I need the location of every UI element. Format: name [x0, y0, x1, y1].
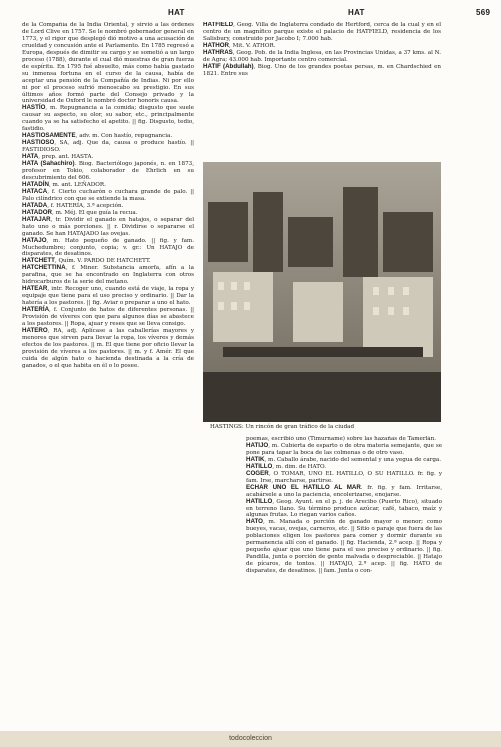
header-center: HAT — [348, 8, 365, 17]
city-aerial-image — [203, 162, 441, 422]
dictionary-entry: ECHAR UNO EL HATILLO AL MAR. fr. fig. y fam. Irritarse, acabársele a uno la paciencia, encolerizarse, enojarse. — [246, 483, 442, 498]
dictionary-entry: HATIK, m. Caballo árabe, nacido del semental y una yegua de carga. — [246, 455, 442, 463]
dictionary-entry: HATILLO, m. dim. de HATO. — [246, 462, 327, 470]
right-column-top — [203, 22, 441, 160]
dictionary-entry: HASTÍO, m. Repugnancia a la comida; disgusto que suele causar su aspecto, su olor, su sabor, etc., principalmente cuando ya se ha satisfecho el apetito. || fig. Disgusto, tedio, fastidio. — [22, 104, 194, 133]
dictionary-entry: HATA (Sahachiro). Biog. Bacteriólogo japonés, n. en 1873, profesor en Tokio, colaborador de Ehrlich en su descubrimiento del 606. — [22, 160, 194, 181]
dictionary-entry: HASTIOSAMENTE, adv. m. Con hastío, repugnancia. — [22, 132, 173, 140]
dictionary-entry: HATADÍN, m. ant. LEÑADOR. — [22, 180, 106, 188]
photo-caption: HASTINGS: Un rincón de gran tráfico de la ciudad — [210, 424, 355, 430]
dictionary-entry: HATCHETT, Quím. V. PARDO DE HATCHETT. — [22, 257, 151, 265]
watermark-bar: todocoleccion — [0, 731, 501, 747]
dictionary-entry: HATAJAR, tr. Dividir el ganado en hatajos, o separar del hato uno o más porciones. || r. Dividirse o separarse el ganado. Se han HATAJADO las ovejas. — [22, 215, 194, 237]
dictionary-entry: HATA, prep. ant. HASTA. — [22, 153, 94, 161]
left-column — [22, 22, 194, 728]
header-left: HAT — [168, 8, 185, 17]
dictionary-entry: HATILLO, Geog. Ayunt. en el p. j. de Arecibo (Puerto Rico), situado en terreno llano. Su término produce azúcar, café, tabaco, maíz y algunas frutas. Lo riegan varios caños. — [246, 497, 442, 519]
dictionary-entry: HATERO, RA, adj. Aplícase a las caballerías mayores y menores que sirven para llevar la ropa, los víveres y demás efectos de los pastores. || m. El que tiene por oficio llevar la provisión de víveres a los pastores. || m. y f. Amér. El que cuida de algún hato o hacienda destinada a la cría de ganados, o el que habita en él o lo posee. — [22, 326, 194, 369]
dictionary-entry: HATAJO, m. Hato pequeño de ganado. || fig. y fam. Muchedumbre; conjunto, copia; v. gr.: Un HATAJO de disparates, de desatinos. — [22, 236, 194, 258]
dictionary-entry: HATEAR, intr. Recoger uno, cuando está de viaje, la ropa y equipaje que tiene para el uso preciso y ordinario. || Dar la hatería a los pastores. || fig. Aviar o preparar a uno el hato. — [22, 285, 194, 307]
dictionary-entry: HATCHETTINA, f. Miner. Substancia amorfa, afín a la parafina, que se ha encontrado en Inglaterra con otros hidrocarburos de la serie del metano. — [22, 264, 194, 286]
dictionary-entry: poemas, escribió uno (Timurname) sobre las hazañas de Tamerlán. — [246, 436, 437, 442]
dictionary-entry: HASTIOSO, SA, adj. Que da, causa o produce hastío. || FASTIDIOSO. — [22, 139, 194, 154]
page-number: 569 — [476, 8, 491, 17]
dictionary-entry: HATO, m. Manada o porción de ganado mayor o menor; como bueyes, vacas, ovejas, carneros, etc. || Sitio o paraje que fuera de las poblaciones eligen los pastores para comer y dormir durante su permanencia allí con el ganado. || fig. Hacienda, 2.ª acep. || Ropa y pequeño ajuar que uno tiene para el uso preciso y ordinario. || fig. Pandilla, junta o porción de gente malvada o despreciable. || Hatajo de pícaros, de tontos. || HATAJO, 2.ª acep. || fig. HATO de disparates, de desatinos. || fam. Junta o con- — [246, 518, 442, 575]
dictionary-entry: HATHRAS, Geog. Pob. de la India Inglesa, en las Provincias Unidas, a 37 kms. al N. de Agra; 43.000 hab. Importante centro comercial. — [203, 48, 441, 63]
dictionary-entry: COGER, O TOMAR, UNO EL HATILLO, O SU HATILLO. fr. fig. y fam. Irse, marcharse, partirse. — [246, 469, 442, 484]
dictionary-entry: HATADA, f. HATERÍA, 3.ª acepción. — [22, 201, 124, 209]
dictionary-entry: HATIJO, m. Cubierta de esparto o de otra materia semejante, que se pone para tapar la boca de las colmenas o de otro vaso. — [246, 441, 442, 456]
dictionary-entry: de la Compañía de la India Oriental, y sirvió a las órdenes de Lord Clive en 1757. Se le nombró gobernador general en 1773, y el rigor que desplegó dió motivo a una acusación de crueldad y concusión ante el Parlamento. En 1785 regresó a Europa, después de dimitir su cargo y se sometió a un largo proceso (1788), durante el cual dió muestras de gran fuerza de espíritu. En 1795 fué absuelto, más como había gastado su inmensa fortuna en el curso de la causa, había de aceptar una pensión de la Compañía de Indias. Ni por ello ni por el proceso sufrió menoscabo su prestigio. En sus últimos años formó parte del Consejo privado y la universidad de Oxford le nombró doctor honoris causa. — [22, 22, 194, 105]
city-photo — [203, 162, 441, 422]
dictionary-entry: HATACA, f. Cierto cucharón o cuchara grande de palo. || Palo cilíndrico con que se extiende la masa. — [22, 187, 194, 202]
dictionary-entry: HATERÍA, f. Conjunto de hatos de diferentes personas. || Provisión de víveres con que para algunos días se abastece a los pastores. || Ropa, ajuar y reses que se lleva consigo. — [22, 306, 194, 327]
dictionary-entry: HATIF (Abdullah), Biog. Uno de los grandes poetas persas, m. en Chardschied en 1821. Entre sus — [203, 62, 441, 77]
dictionary-entry: HATHOR, Mit. V. ATHOR. — [203, 41, 276, 49]
right-column-bottom — [246, 436, 442, 728]
dictionary-entry: HATFIELD, Geog. Villa de Inglaterra condado de Hertford, cerca de la cual y en el centro de un magnífico parque existe el palacio de HATFIELD, residencia de los Salisbury, construido por Jacobo I; 7.000 hab. — [203, 22, 441, 42]
dictionary-entry: HATADOR, m. Méj. El que guía la recua. — [22, 208, 138, 216]
